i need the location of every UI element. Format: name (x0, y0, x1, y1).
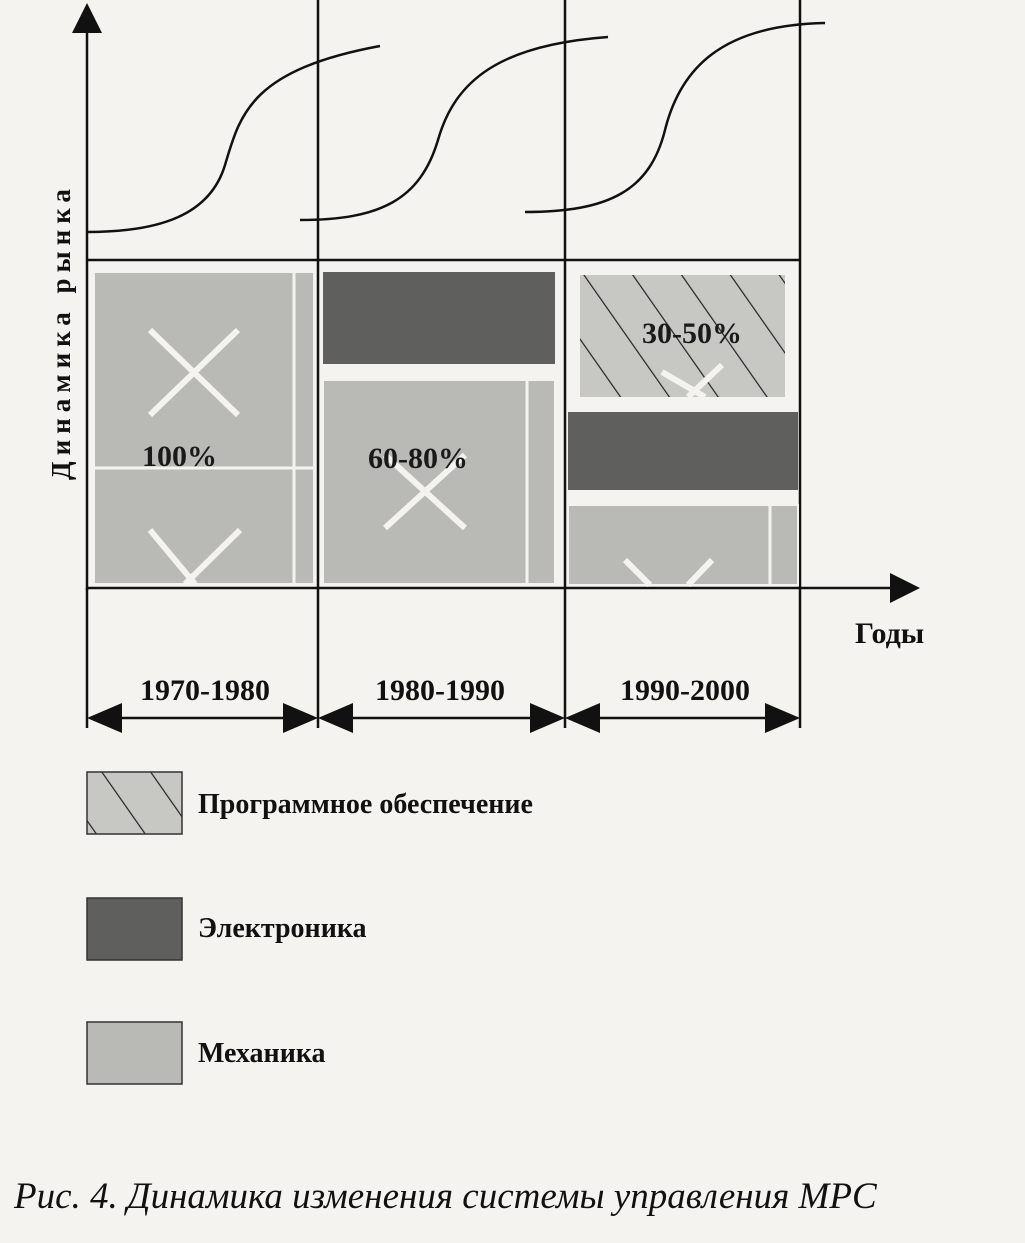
legend (87, 772, 533, 1084)
period-2-label: 1980-1990 (375, 674, 505, 707)
period-2-percent: 60-80% (368, 442, 468, 475)
legend-swatch-software (87, 772, 182, 834)
y-axis-label: Динамика рынка (46, 183, 76, 480)
period-3-percent: 30-50% (642, 317, 742, 350)
legend-label-software: Программное обеспечение (198, 789, 533, 820)
mechanics-block-1 (94, 272, 314, 584)
period-3-blocks (568, 275, 798, 585)
x-axis-label: Годы (855, 617, 925, 650)
legend-swatch-mechanics (87, 1022, 182, 1084)
market-curve-3 (525, 23, 825, 212)
period-2-blocks (323, 272, 555, 584)
market-curve-1 (87, 46, 380, 232)
electronics-block-2 (323, 272, 555, 364)
electronics-block-3 (568, 412, 798, 490)
period-1-blocks (94, 272, 314, 584)
legend-swatch-electronics (87, 898, 182, 960)
period-1-label: 1970-1980 (140, 674, 270, 707)
period-1-percent: 100% (142, 440, 217, 473)
legend-label-mechanics: Механика (198, 1038, 326, 1069)
period-3-label: 1990-2000 (620, 674, 750, 707)
mechanics-block-3 (568, 505, 798, 585)
legend-label-electronics: Электроника (198, 913, 367, 944)
figure-caption: Рис. 4. Динамика изменения системы управления МРС (14, 1176, 877, 1217)
market-curve-2 (300, 37, 608, 220)
